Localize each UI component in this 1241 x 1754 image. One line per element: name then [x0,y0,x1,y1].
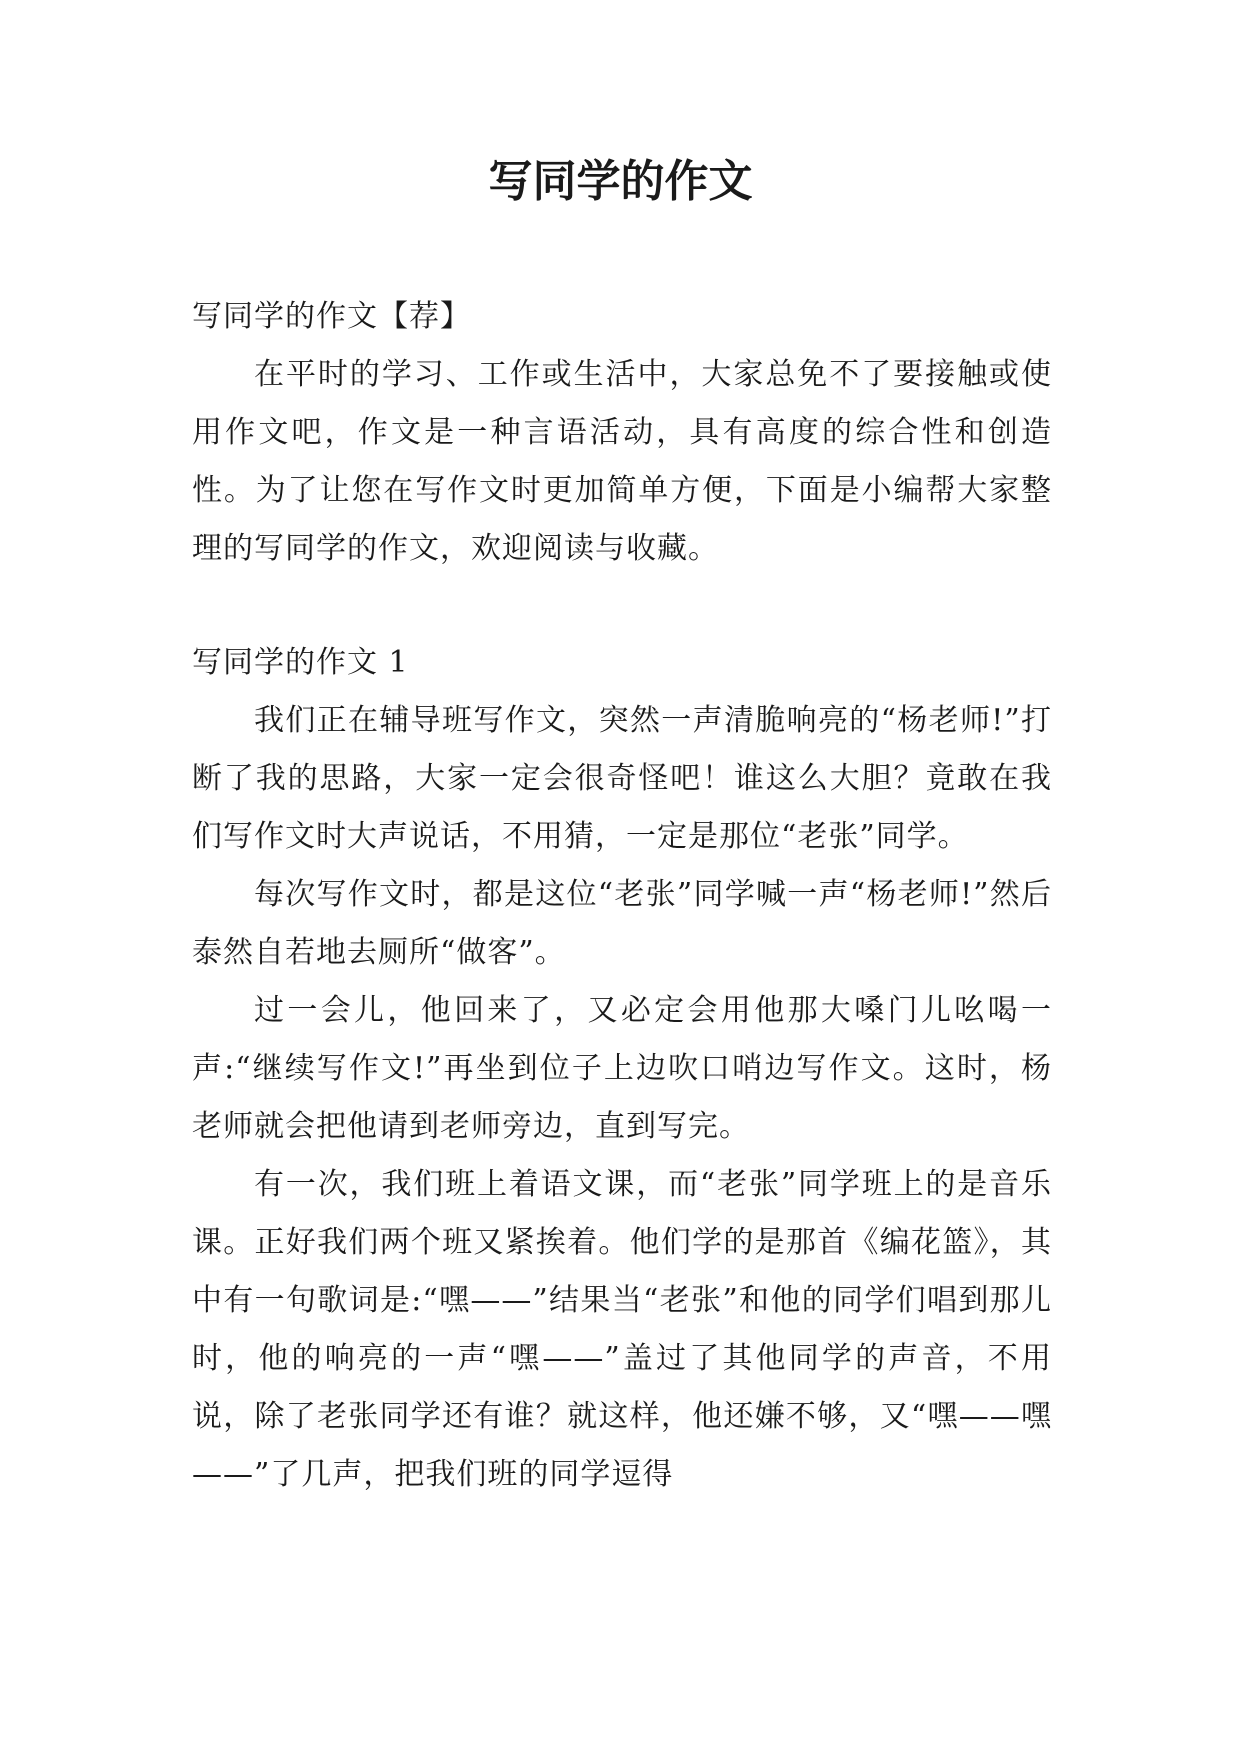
document-title: 写同学的作文 [488,156,753,207]
section-paragraph: 每次写作文时，都是这位“老张”同学喊一声“杨老师!”然后泰然自若地去厕所“做客”。 [192,877,1052,970]
intro-section [192,288,1052,578]
intro-heading: 写同学的作文【荐】 [192,299,471,334]
section-paragraph: 我们正在辅导班写作文，突然一声清脆响亮的“杨老师!”打断了我的思路，大家一定会很奇怪吧！谁这么大胆？竟敢在我们写作文时大声说话，不用猜，一定是那位“老张”同学。 [192,703,1052,854]
section-paragraph: 过一会儿，他回来了，又必定会用他那大嗓门儿吆喝一声:“继续写作文!”再坐到位子上边吹口哨边写作文。这时，杨老师就会把他请到老师旁边，直到写完。 [192,993,1052,1144]
intro-paragraph: 在平时的学习、工作或生活中，大家总免不了要接触或使用作文吧，作文是一种言语活动，具有高度的综合性和创造性。为了让您在写作文时更加简单方便，下面是小编帮大家整理的写同学的作文，欢迎阅读与收藏。 [192,357,1052,566]
essay-section-1 [192,634,1052,1504]
section-paragraph: 有一次，我们班上着语文课，而“老张”同学班上的是音乐课。正好我们两个班又紧挨着。他们学的是那首《编花篮》，其中有一句歌词是:“嘿——”结果当“老张”和他的同学们唱到那儿时，他的响亮的一声“嘿——”盖过了其他同学的声音，不用说，除了老张同学还有谁？就这样，他还嫌不够，又“嘿——嘿——”了几声，把我们班的同学逗得 [192,1167,1052,1492]
section-heading: 写同学的作文 1 [192,645,409,680]
